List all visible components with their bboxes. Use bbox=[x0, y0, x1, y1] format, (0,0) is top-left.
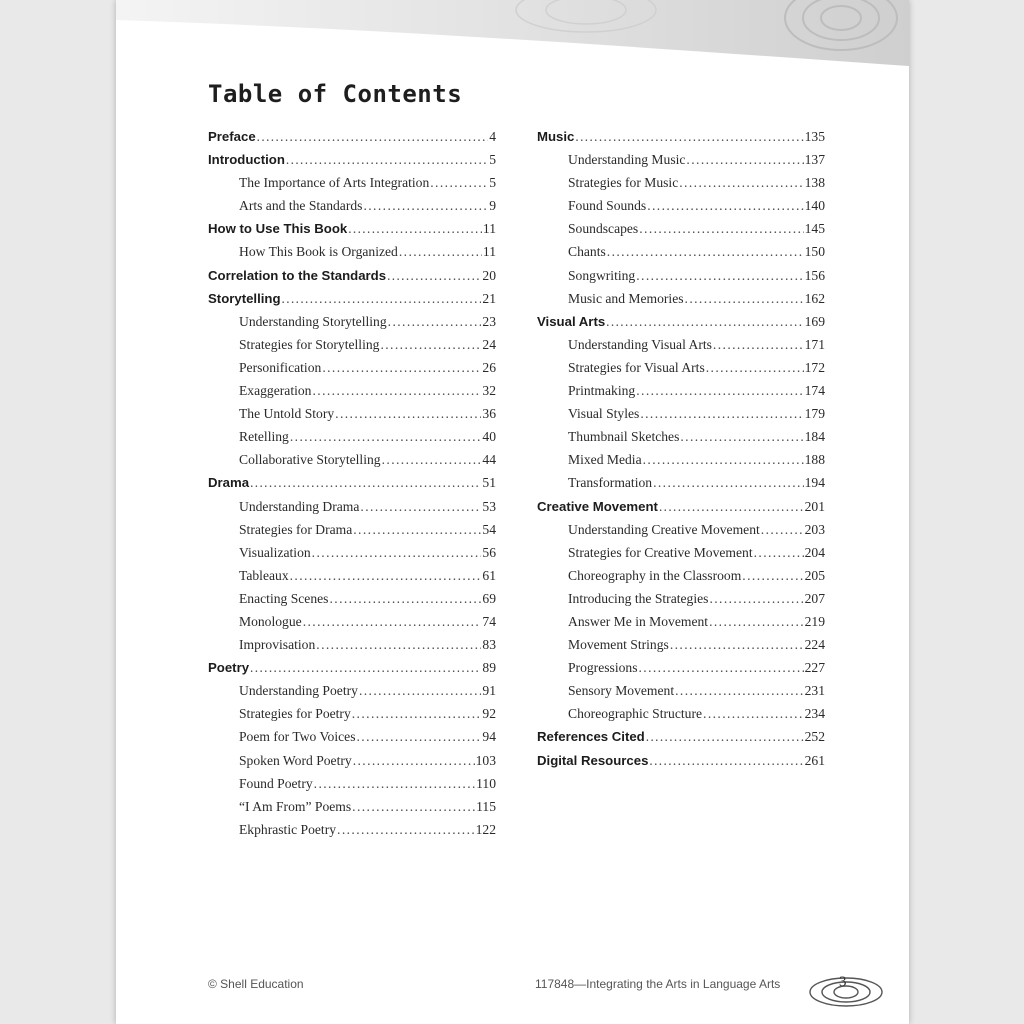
toc-entry-page: 23 bbox=[482, 313, 496, 329]
toc-entry-label: Found Poetry bbox=[239, 775, 313, 791]
toc-entry-label: Enacting Scenes bbox=[239, 590, 329, 606]
toc-subsection-entry bbox=[208, 356, 496, 379]
toc-subsection-entry bbox=[208, 541, 496, 564]
dot-leader bbox=[709, 587, 803, 610]
dot-leader bbox=[352, 702, 482, 725]
toc-entry-label: Preface bbox=[208, 129, 256, 144]
toc-entry-page: 44 bbox=[482, 452, 496, 468]
toc-entry-page: 36 bbox=[482, 406, 496, 422]
dot-leader bbox=[680, 425, 803, 448]
toc-subsection-entry bbox=[537, 679, 825, 702]
toc-subsection-entry bbox=[208, 610, 496, 633]
toc-subsection-entry bbox=[208, 725, 496, 748]
toc-entry-page: 172 bbox=[804, 359, 825, 375]
toc-subsection-entry bbox=[537, 264, 825, 287]
toc-entry-label: Arts and the Standards bbox=[239, 198, 363, 214]
toc-column-left bbox=[208, 125, 496, 841]
dot-leader bbox=[647, 194, 803, 217]
dot-leader bbox=[380, 333, 481, 356]
toc-entry-page: 203 bbox=[804, 521, 825, 537]
dot-leader bbox=[606, 310, 803, 333]
dot-leader bbox=[250, 471, 481, 494]
toc-entry-page: 231 bbox=[804, 683, 825, 699]
toc-entry-label: Understanding Drama bbox=[239, 498, 360, 514]
toc-subsection-entry bbox=[537, 702, 825, 725]
toc-entry-label: Drama bbox=[208, 475, 250, 491]
dot-leader bbox=[686, 148, 803, 171]
toc-entry-label: Introducing the Strategies bbox=[568, 590, 709, 606]
toc-entry-label: The Untold Story bbox=[239, 406, 335, 422]
dot-leader bbox=[649, 749, 803, 772]
dot-leader bbox=[761, 518, 804, 541]
toc-entry-page: 61 bbox=[482, 567, 496, 583]
toc-entry-page: 122 bbox=[475, 821, 496, 837]
dot-leader bbox=[290, 425, 482, 448]
toc-entry-page: 140 bbox=[804, 198, 825, 214]
dot-leader bbox=[754, 541, 804, 564]
toc-entry-label: How to Use This Book bbox=[208, 221, 348, 237]
toc-section-entry bbox=[208, 125, 496, 148]
dot-leader bbox=[387, 264, 481, 287]
toc-entry-label: Exaggeration bbox=[239, 383, 312, 399]
toc-subsection-entry bbox=[537, 656, 825, 679]
toc-subsection-entry bbox=[208, 795, 496, 818]
toc-subsection-entry bbox=[208, 240, 496, 263]
toc-section-entry bbox=[208, 217, 496, 240]
toc-entry-label: Visualization bbox=[239, 544, 311, 560]
dot-leader bbox=[250, 656, 481, 679]
toc-entry-page: 201 bbox=[804, 498, 825, 514]
toc-entry-page: 69 bbox=[482, 590, 496, 606]
dot-leader bbox=[643, 448, 804, 471]
toc-entry-label: Mixed Media bbox=[568, 452, 642, 468]
toc-entry-page: 92 bbox=[482, 706, 496, 722]
toc-subsection-entry bbox=[208, 495, 496, 518]
dot-leader bbox=[282, 287, 482, 310]
toc-subsection-entry bbox=[537, 541, 825, 564]
toc-entry-label: Printmaking bbox=[568, 383, 636, 399]
dot-leader bbox=[352, 795, 475, 818]
toc-subsection-entry bbox=[537, 425, 825, 448]
toc-entry-page: 91 bbox=[482, 683, 496, 699]
toc-entry-label: Ekphrastic Poetry bbox=[239, 821, 337, 837]
toc-entry-label: Choreographic Structure bbox=[568, 706, 703, 722]
toc-entry-page: 94 bbox=[482, 729, 496, 745]
dot-leader bbox=[337, 818, 475, 841]
toc-entry-label: Understanding Music bbox=[568, 152, 686, 168]
toc-entry-label: Found Sounds bbox=[568, 198, 647, 214]
toc-entry-page: 252 bbox=[804, 729, 825, 745]
toc-entry-page: 137 bbox=[804, 152, 825, 168]
toc-entry-label: Visual Arts bbox=[537, 313, 606, 329]
toc-entry-page: 174 bbox=[804, 383, 825, 399]
dot-leader bbox=[709, 610, 804, 633]
dot-leader bbox=[679, 171, 803, 194]
toc-section-entry bbox=[537, 310, 825, 333]
dot-leader bbox=[353, 749, 475, 772]
toc-entry-label: Creative Movement bbox=[537, 498, 658, 514]
dot-leader bbox=[286, 148, 488, 171]
toc-entry-label: Strategies for Visual Arts bbox=[568, 359, 705, 375]
toc-entry-page: 194 bbox=[804, 475, 825, 491]
toc-entry-label: How This Book is Organized bbox=[239, 244, 398, 260]
toc-subsection-entry bbox=[208, 379, 496, 402]
toc-subsection-entry bbox=[208, 702, 496, 725]
toc-entry-page: 11 bbox=[482, 244, 496, 260]
ripple-pattern-icon bbox=[116, 0, 909, 66]
dot-leader bbox=[363, 194, 488, 217]
toc-entry-label: Poem for Two Voices bbox=[239, 729, 356, 745]
toc-entry-page: 51 bbox=[482, 475, 496, 491]
dot-leader bbox=[675, 679, 804, 702]
toc-subsection-entry bbox=[537, 518, 825, 541]
toc-entry-label: Poetry bbox=[208, 660, 250, 676]
toc-entry-page: 4 bbox=[489, 129, 496, 144]
dot-leader bbox=[359, 679, 481, 702]
toc-entry-label: Understanding Poetry bbox=[239, 683, 358, 699]
dot-leader bbox=[646, 725, 804, 748]
toc-entry-page: 32 bbox=[482, 383, 496, 399]
dot-leader bbox=[322, 356, 481, 379]
toc-entry-page: 162 bbox=[804, 290, 825, 306]
toc-entry-label: Chants bbox=[568, 244, 606, 260]
toc-entry-page: 179 bbox=[804, 406, 825, 422]
dot-leader bbox=[360, 495, 481, 518]
toc-subsection-entry bbox=[537, 379, 825, 402]
toc-section-entry bbox=[208, 471, 496, 494]
toc-entry-label: Collaborative Storytelling bbox=[239, 452, 381, 468]
toc-entry-label: Answer Me in Movement bbox=[568, 613, 709, 629]
toc-entry-label: Storytelling bbox=[208, 290, 281, 306]
dot-leader bbox=[703, 702, 804, 725]
toc-subsection-entry bbox=[208, 564, 496, 587]
toc-entry-page: 156 bbox=[804, 267, 825, 283]
toc-entry-label: Progressions bbox=[568, 660, 638, 676]
toc-entry-label: References Cited bbox=[537, 729, 645, 745]
toc-entry-label: Strategies for Creative Movement bbox=[568, 544, 753, 560]
footer-publisher: © Shell Education bbox=[208, 977, 304, 991]
toc-entry-label: Sensory Movement bbox=[568, 683, 675, 699]
toc-entry-page: 83 bbox=[482, 637, 496, 653]
toc-entry-page: 169 bbox=[804, 313, 825, 329]
toc-entry-label: Strategies for Poetry bbox=[239, 706, 351, 722]
toc-subsection-entry bbox=[208, 171, 496, 194]
toc-entry-page: 205 bbox=[804, 567, 825, 583]
toc-subsection-entry bbox=[537, 402, 825, 425]
dot-leader bbox=[742, 564, 803, 587]
toc-entry-page: 219 bbox=[804, 613, 825, 629]
toc-subsection-entry bbox=[537, 471, 825, 494]
toc-entry-page: 56 bbox=[482, 544, 496, 560]
dot-leader bbox=[356, 725, 481, 748]
toc-subsection-entry bbox=[208, 425, 496, 448]
toc-entry-label: Spoken Word Poetry bbox=[239, 752, 352, 768]
toc-entry-page: 11 bbox=[482, 221, 496, 237]
dot-leader bbox=[638, 656, 803, 679]
toc-entry-page: 227 bbox=[804, 660, 825, 676]
dot-leader bbox=[329, 587, 481, 610]
dot-leader bbox=[353, 518, 481, 541]
dot-leader bbox=[670, 633, 804, 656]
toc-entry-page: 261 bbox=[804, 752, 825, 768]
toc-section-entry bbox=[537, 495, 825, 518]
dot-leader bbox=[316, 633, 481, 656]
toc-entry-page: 103 bbox=[475, 752, 496, 768]
toc-subsection-entry bbox=[537, 171, 825, 194]
dot-leader bbox=[430, 171, 488, 194]
toc-subsection-entry bbox=[208, 518, 496, 541]
toc-entry-label: Correlation to the Standards bbox=[208, 267, 387, 283]
toc-entry-page: 204 bbox=[804, 544, 825, 560]
toc-entry-label: The Importance of Arts Integration bbox=[239, 175, 430, 191]
toc-entry-page: 234 bbox=[804, 706, 825, 722]
toc-subsection-entry bbox=[208, 194, 496, 217]
toc-entry-page: 184 bbox=[804, 429, 825, 445]
dot-leader bbox=[312, 541, 482, 564]
dot-leader bbox=[640, 402, 803, 425]
dot-leader bbox=[636, 264, 803, 287]
toc-entry-label: Improvisation bbox=[239, 637, 316, 653]
page-title: Table of Contents bbox=[208, 80, 463, 108]
toc-subsection-entry bbox=[537, 148, 825, 171]
toc-entry-page: 21 bbox=[482, 290, 496, 306]
toc-entry-label: Strategies for Music bbox=[568, 175, 679, 191]
toc-section-entry bbox=[208, 656, 496, 679]
toc-section-entry bbox=[537, 125, 825, 148]
toc-subsection-entry bbox=[537, 587, 825, 610]
toc-entry-page: 89 bbox=[482, 660, 496, 676]
dot-leader bbox=[388, 310, 482, 333]
toc-entry-page: 188 bbox=[804, 452, 825, 468]
dot-leader bbox=[653, 471, 804, 494]
page-number: 3 bbox=[839, 974, 847, 990]
document-page bbox=[116, 0, 909, 1024]
toc-section-entry bbox=[208, 148, 496, 171]
toc-subsection-entry bbox=[208, 633, 496, 656]
dot-leader bbox=[314, 772, 475, 795]
dot-leader bbox=[639, 217, 803, 240]
toc-entry-page: 74 bbox=[482, 613, 496, 629]
toc-section-entry bbox=[208, 287, 496, 310]
toc-entry-page: 224 bbox=[804, 637, 825, 653]
toc-subsection-entry bbox=[537, 217, 825, 240]
dot-leader bbox=[575, 125, 803, 148]
toc-entry-page: 135 bbox=[804, 129, 825, 144]
toc-subsection-entry bbox=[208, 402, 496, 425]
toc-subsection-entry bbox=[537, 287, 825, 310]
toc-subsection-entry bbox=[208, 772, 496, 795]
toc-entry-label: Soundscapes bbox=[568, 221, 639, 237]
toc-subsection-entry bbox=[537, 333, 825, 356]
dot-leader bbox=[659, 495, 804, 518]
toc-entry-label: Understanding Visual Arts bbox=[568, 336, 712, 352]
toc-entry-label: “I Am From” Poems bbox=[239, 798, 352, 814]
toc-subsection-entry bbox=[208, 749, 496, 772]
toc-entry-label: Thumbnail Sketches bbox=[568, 429, 680, 445]
toc-subsection-entry bbox=[537, 194, 825, 217]
toc-subsection-entry bbox=[537, 240, 825, 263]
footer-book-title: 117848—Integrating the Arts in Language Arts bbox=[535, 977, 781, 991]
toc-section-entry bbox=[537, 749, 825, 772]
dot-leader bbox=[348, 217, 482, 240]
toc-entry-label: Digital Resources bbox=[537, 752, 649, 768]
toc-entry-page: 145 bbox=[804, 221, 825, 237]
toc-subsection-entry bbox=[537, 448, 825, 471]
dot-leader bbox=[303, 610, 482, 633]
toc-entry-page: 54 bbox=[482, 521, 496, 537]
toc-subsection-entry bbox=[208, 333, 496, 356]
toc-entry-label: Tableaux bbox=[239, 567, 289, 583]
toc-entry-label: Retelling bbox=[239, 429, 289, 445]
toc-subsection-entry bbox=[537, 564, 825, 587]
toc-entry-label: Strategies for Drama bbox=[239, 521, 353, 537]
dot-leader bbox=[290, 564, 482, 587]
toc-entry-page: 171 bbox=[804, 336, 825, 352]
toc-entry-label: Transformation bbox=[568, 475, 653, 491]
toc-entry-page: 20 bbox=[482, 267, 496, 283]
dot-leader bbox=[636, 379, 803, 402]
dot-leader bbox=[335, 402, 481, 425]
toc-entry-page: 40 bbox=[482, 429, 496, 445]
dot-leader bbox=[399, 240, 482, 263]
page-number-badge bbox=[804, 970, 888, 1010]
toc-entry-label: Understanding Storytelling bbox=[239, 313, 387, 329]
toc-entry-page: 5 bbox=[489, 175, 496, 191]
toc-entry-label: Music bbox=[537, 129, 575, 144]
toc-subsection-entry bbox=[208, 587, 496, 610]
toc-entry-page: 53 bbox=[482, 498, 496, 514]
toc-entry-label: Strategies for Storytelling bbox=[239, 336, 380, 352]
toc-entry-label: Music and Memories bbox=[568, 290, 684, 306]
toc-entry-label: Introduction bbox=[208, 152, 285, 168]
toc-entry-label: Visual Styles bbox=[568, 406, 640, 422]
toc-entry-label: Monologue bbox=[239, 613, 302, 629]
toc-subsection-entry bbox=[537, 610, 825, 633]
toc-entry-label: Personification bbox=[239, 359, 322, 375]
dot-leader bbox=[713, 333, 804, 356]
toc-subsection-entry bbox=[208, 818, 496, 841]
toc-entry-page: 24 bbox=[482, 336, 496, 352]
toc-entry-page: 9 bbox=[489, 198, 496, 214]
toc-entry-page: 207 bbox=[804, 590, 825, 606]
toc-column-right bbox=[537, 125, 825, 772]
toc-entry-label: Songwriting bbox=[568, 267, 636, 283]
dot-leader bbox=[685, 287, 804, 310]
toc-subsection-entry bbox=[208, 310, 496, 333]
toc-section-entry bbox=[208, 264, 496, 287]
toc-entry-page: 110 bbox=[476, 775, 496, 791]
toc-entry-page: 115 bbox=[476, 798, 496, 814]
dot-leader bbox=[706, 356, 804, 379]
dot-leader bbox=[607, 240, 804, 263]
toc-subsection-entry bbox=[208, 448, 496, 471]
toc-subsection-entry bbox=[537, 356, 825, 379]
toc-entry-page: 26 bbox=[482, 359, 496, 375]
toc-section-entry bbox=[537, 725, 825, 748]
toc-subsection-entry bbox=[208, 679, 496, 702]
toc-entry-label: Understanding Creative Movement bbox=[568, 521, 760, 537]
dot-leader bbox=[382, 448, 482, 471]
toc-entry-page: 5 bbox=[489, 152, 496, 168]
toc-subsection-entry bbox=[537, 633, 825, 656]
toc-entry-page: 138 bbox=[804, 175, 825, 191]
toc-entry-label: Choreography in the Classroom bbox=[568, 567, 742, 583]
toc-entry-page: 150 bbox=[804, 244, 825, 260]
dot-leader bbox=[257, 125, 489, 148]
dot-leader bbox=[312, 379, 481, 402]
toc-entry-label: Movement Strings bbox=[568, 637, 669, 653]
